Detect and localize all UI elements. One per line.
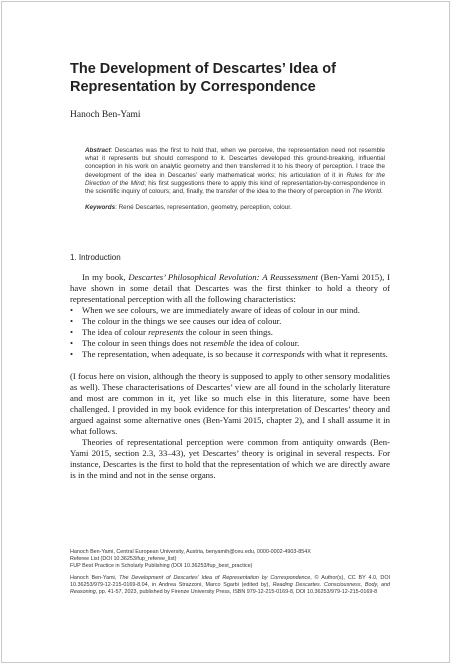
abstract-text-2: ; his first suggestions there to apply this kind of representation-by-correspondence in the scientific inquiry of colours; and, finally, the transfer of the idea to the theory of perception in [85, 179, 386, 196]
footnote-author: Hanoch Ben-Yami, Central European University, Austria, benyamih@ceu.edu, 0000-0002-4903-854X [70, 549, 311, 555]
bullet-text-end: the colour in seen things. [183, 327, 273, 338]
list-item [70, 316, 390, 327]
bullet-text: When we see colours, we are immediately aware of ideas of colour in our mind. [82, 305, 360, 316]
bullet-text-end: the idea of colour. [234, 338, 300, 349]
keywords [85, 204, 385, 212]
paragraph-2: (I focus here on vision, although the theory is supposed to apply to other sensory modalities as well). These characterisations of Descartes’ view are all found in the scholarly literature and most are common in it, yet like so much else in this literature, some have been challenged. I provided in my book evidence for this interpretation of Descartes’ theory and argued against some alternative ones (Ben-Yami 2015, chapter 2), and I shall assume it in what follows. [70, 371, 390, 437]
p1-text-b: (Ben-Yami 2015), I have shown in some detail that Descartes was the first thinker to hold a theory of representational perception with all the following characteristics: [70, 272, 390, 305]
bullet-text-end: with what it represents. [304, 349, 388, 360]
list-item [70, 349, 390, 360]
author-name: Hanoch Ben-Yami [70, 110, 141, 120]
citation-text-b: , © Author(s), CC BY 4.0, DOI 10.36253/979-12-215-0169-8.04, in Andrea Strazzoni, Marco Sgarbi (edited by), [70, 575, 391, 588]
keywords-label: Keywords [85, 204, 116, 212]
bullet-text: The representation, when adequate, is so because it [82, 349, 262, 360]
list-item [70, 338, 390, 349]
page-frame [1, 1, 450, 663]
paper-title: The Development of Descartes’ Idea of Representation by Correspondence [70, 61, 336, 95]
keywords-text: : René Descartes, representation, geometry, perception, colour. [115, 204, 292, 212]
p1-text-a: In my book, [82, 272, 129, 283]
footnote-citation [70, 575, 390, 596]
abstract-italic: Rules for the Direction of the Mind [85, 171, 385, 187]
paragraph-3: Theories of representational perception were common from antiquity onwards (Ben-Yami 2015, section 2.3, 33–43), yet Descartes’ theory is original in several respects. For instance, Descartes is the first to hold that the representation of which we are directly aware is in the mind and not in the sense organs. [70, 437, 390, 481]
list-item [70, 327, 390, 338]
abstract-italic-2: The World [351, 188, 381, 196]
p1-book-title: Descartes’ Philosophical Revolution: A Reassessment [128, 272, 318, 283]
footnote-referee: Referee List (DOI 10.36253/fup_referee_list) [70, 556, 177, 562]
paper-page [70, 60, 390, 481]
footnote-best-practice: FUP Best Practice in Scholarly Publishing (DOI 10.36253/fup_best_practice) [70, 563, 253, 569]
citation-book: Reading Descartes. Consciousness, Body, and Reasoning [70, 582, 391, 595]
citation-text-c: , pp. 41-57, 2023, published by Firenze University Press, ISBN 979-12-215-0169-8, DOI 10.36253/979-12-215-0169-8 [95, 589, 378, 595]
abstract [85, 147, 385, 196]
citation-title: The Development of Descartes’ Idea of Representation by Correspondence [119, 575, 311, 581]
citation-text-a: Hanoch Ben-Yami, [70, 575, 120, 581]
characteristics-list [70, 305, 390, 360]
abstract-text-3: . [381, 188, 383, 196]
bullet-italic: resemble [203, 338, 235, 349]
bullet-text: The colour in the things we see causes our idea of colour. [82, 316, 282, 327]
bullet-text: The idea of colour [82, 327, 149, 338]
bullet-italic: represents [148, 327, 184, 338]
section-heading: 1. Introduction [70, 253, 121, 263]
abstract-text-1: : Descartes was the first to hold that, when we perceive, the representation need not resemble what it represents but should correspond to it. Descartes developed this ground-breaking, influential conception in his work on analytic geometry and then transferred it to his theory of perception. I trace the development of the idea in Descartes’ early mathematical works; his articulation of it in [85, 147, 385, 179]
bullet-italic: corresponds [261, 349, 305, 360]
bullet-text: The colour in seen things does not [82, 338, 204, 349]
list-item [70, 305, 390, 316]
paragraph-1 [70, 272, 390, 305]
footnotes [70, 549, 390, 596]
abstract-label: Abstract [85, 147, 111, 154]
